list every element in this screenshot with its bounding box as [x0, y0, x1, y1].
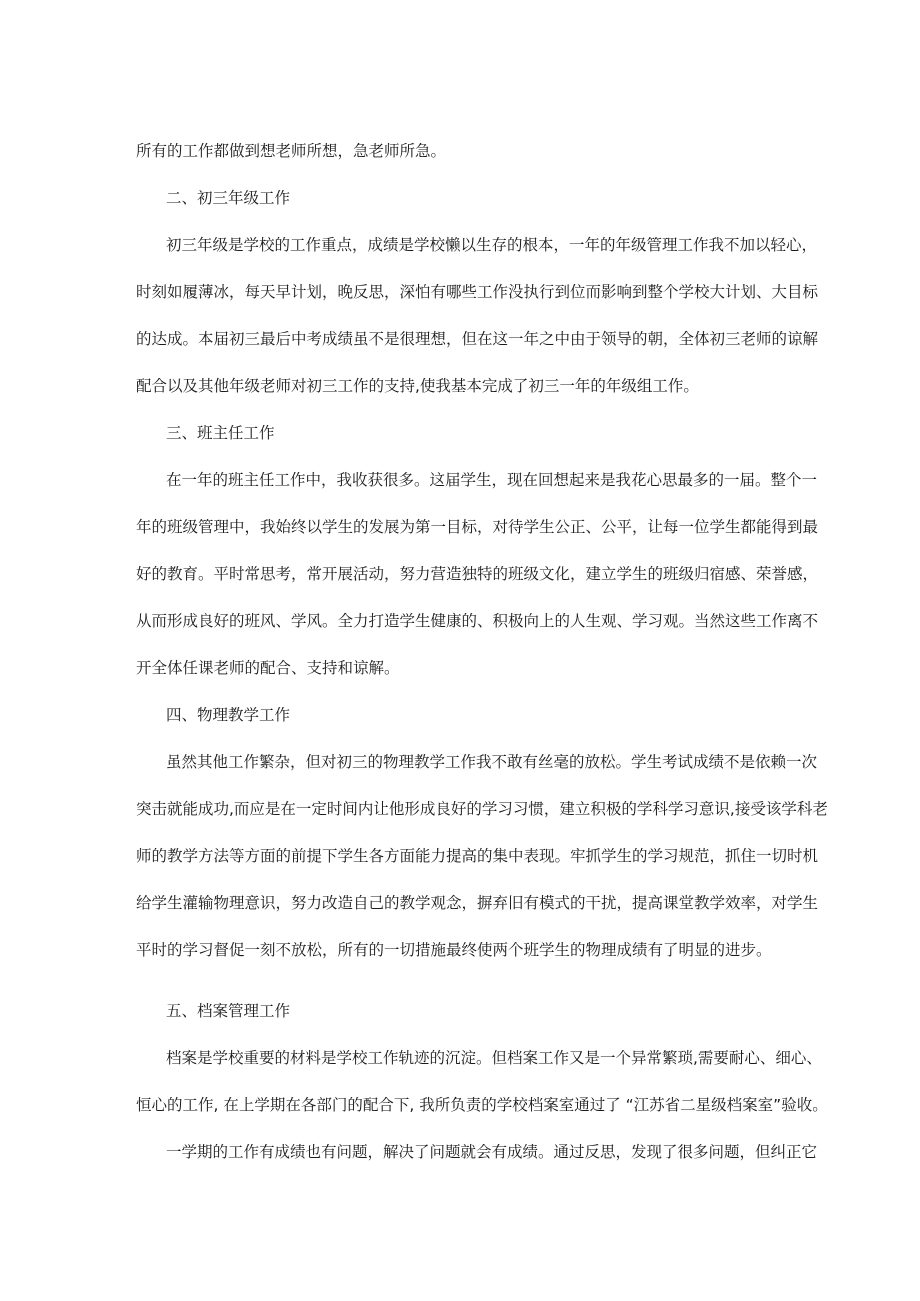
paragraph-line: 配合以及其他年级老师对初三工作的支持,使我基本完成了初三一年的年级组工作。	[136, 377, 699, 395]
paragraph-line: 恒心的工作, 在上学期在各部门的配合下, 我所负责的学校档案室通过了 “江苏省二星级档案室”验收。	[136, 1096, 828, 1114]
paragraph-line: 好的教育。平时常思考，常开展活动，努力营造独特的班级文化，建立学生的班级归宿感、荣誉感，	[136, 565, 819, 583]
paragraph-line: 突击就能成功,而应是在一定时间内让他形成良好的学习习惯，建立积极的学科学习意识,接受该学科老	[136, 800, 828, 818]
section-heading-class-teacher: 三、班主任工作	[166, 424, 275, 442]
section-heading-archive-management: 五、档案管理工作	[166, 1002, 291, 1020]
paragraph-line: 给学生灌输物理意识，努力改造自己的教学观念，摒弃旧有模式的干扰，提高课堂教学效率，对学生	[136, 894, 819, 912]
paragraph-line: 在一年的班主任工作中，我收获很多。这届学生，现在回想起来是我花心思最多的一届。整个一	[166, 471, 818, 489]
paragraph-line: 时刻如履薄冰，每天早计划，晚反思，深怕有哪些工作没执行到位而影响到整个学校大计划、大目标	[136, 283, 819, 301]
section-heading-physics-teaching: 四、物理教学工作	[166, 706, 291, 724]
paragraph-line: 从而形成良好的班风、学风。全力打造学生健康的、积极向上的人生观、学习观。当然这些工作离不	[136, 612, 819, 630]
paragraph-line: 平时的学习督促一刻不放松，所有的一切措施最终使两个班学生的物理成绩有了明显的进步。	[136, 941, 772, 959]
paragraph-line: 档案是学校重要的材料是学校工作轨迹的沉淀。但档案工作又是一个异常繁琐,需要耐心、细心、	[166, 1049, 822, 1067]
paragraph-line: 一学期的工作有成绩也有问题，解决了问题就会有成绩。通过反思，发现了很多问题，但纠正它	[166, 1143, 818, 1161]
paragraph-line: 所有的工作都做到想老师所想，急老师所急。	[136, 142, 447, 160]
paragraph-line: 初三年级是学校的工作重点，成绩是学校懒以生存的根本，一年的年级管理工作我不加以轻心，	[166, 236, 818, 254]
paragraph-line: 师的教学方法等方面的前提下学生各方面能力提高的集中表现。牢抓学生的学习规范，抓住一切时机	[136, 847, 819, 865]
paragraph-line: 开全体任课老师的配合、支持和谅解。	[136, 659, 400, 677]
section-heading-grade-nine: 二、初三年级工作	[166, 189, 291, 207]
paragraph-line: 虽然其他工作繁杂，但对初三的物理教学工作我不敢有丝毫的放松。学生考试成绩不是依赖一次	[166, 753, 818, 771]
paragraph-line: 的达成。本届初三最后中考成绩虽不是很理想，但在这一年之中由于领导的朝，全体初三老师的谅解	[136, 330, 819, 348]
paragraph-line: 年的班级管理中，我始终以学生的发展为第一目标，对待学生公正、公平，让每一位学生都能得到最	[136, 518, 819, 536]
